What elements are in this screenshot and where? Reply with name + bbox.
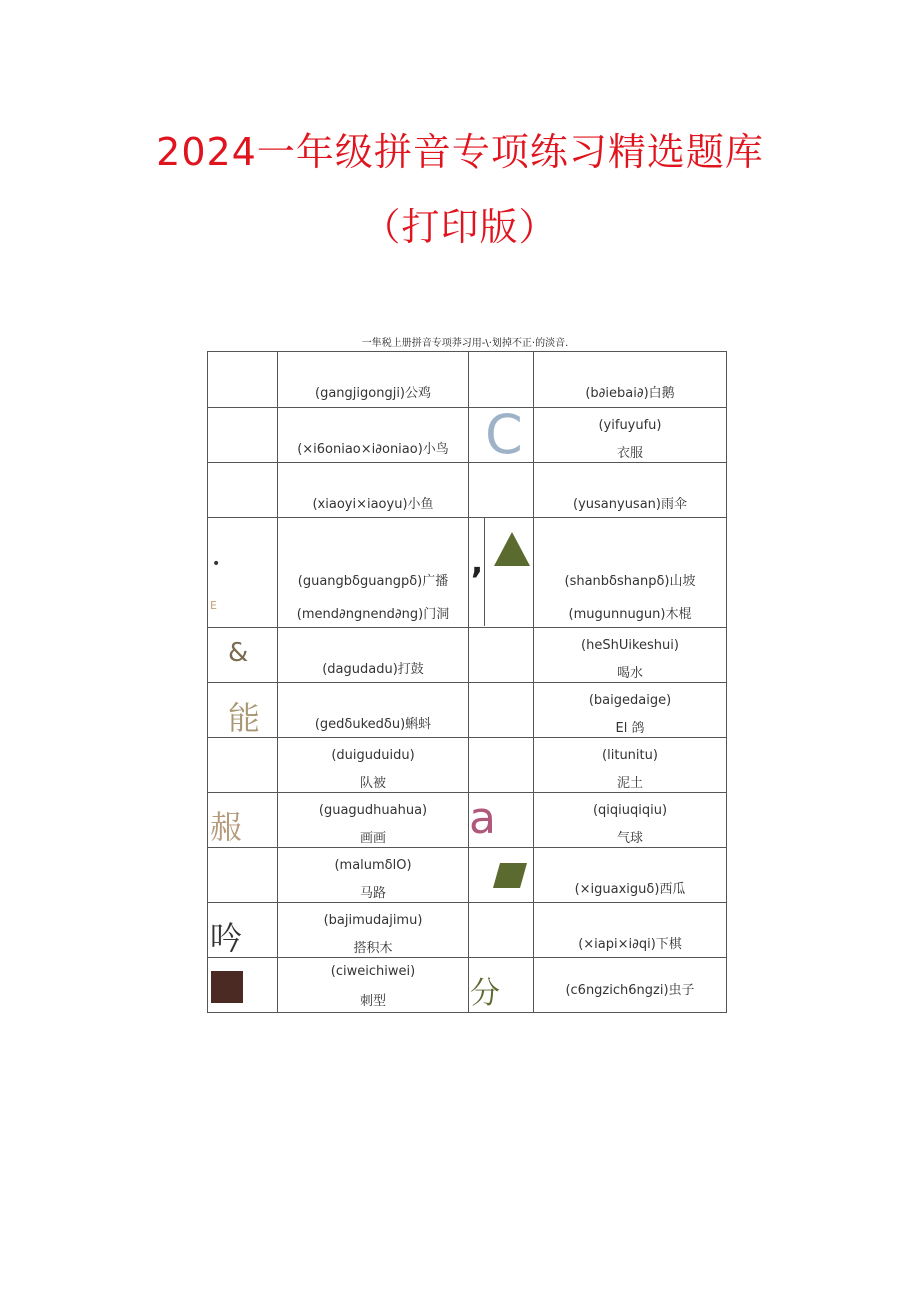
table-row	[208, 408, 727, 463]
pinyin-text: (yifuyufu)	[598, 418, 662, 433]
chinese-word: 画画	[359, 831, 386, 846]
image-cell	[469, 683, 534, 738]
pinyin-cell	[278, 958, 469, 1013]
chinese-word: 喝水	[616, 666, 643, 681]
pinyin-text: (duiguduidu)	[331, 748, 415, 763]
pinyin-cell	[534, 518, 727, 628]
pinyin-text: (litunitu)	[602, 748, 658, 763]
dot-glyph: •	[212, 556, 221, 572]
image-cell	[208, 463, 278, 518]
pinyin-text: (dagudadu)打鼓	[322, 662, 424, 677]
chinese-word: 队被	[359, 776, 386, 791]
pinyin-cell	[278, 408, 469, 463]
pinyin-text: (qiqiuqiqiu)	[592, 803, 668, 818]
brown-square-icon	[211, 971, 243, 1003]
nan-glyph: 赧	[210, 808, 243, 846]
green-parallelogram-icon	[492, 862, 528, 890]
pinyin-text: (shanbδshanpδ)山坡	[564, 574, 696, 589]
pinyin-cell	[534, 738, 727, 793]
pinyin-table	[207, 351, 727, 1013]
letter-e-glyph: E	[210, 599, 217, 612]
pinyin-cell	[278, 738, 469, 793]
pinyin-text: (gedδukedδu)蝌蚪	[314, 717, 432, 732]
pinyin-text: (baigedaige)	[588, 693, 672, 708]
image-cell	[208, 793, 278, 848]
image-cell	[208, 903, 278, 958]
pinyin-cell	[534, 958, 727, 1013]
table-row	[208, 903, 727, 958]
chinese-word: 气球	[616, 831, 643, 846]
pinyin-text: (c6ngzich6ngzi)虫子	[565, 983, 695, 998]
pinyin-text: (yusanyusan)雨伞	[573, 497, 687, 512]
image-cell	[469, 403, 534, 466]
pinyin-text: (b∂iebai∂)白鹅	[585, 386, 675, 401]
image-cell	[469, 793, 534, 848]
table-row	[208, 958, 727, 1013]
pinyin-text: (guangbδguangpδ)广播	[297, 574, 449, 589]
pinyin-text: (malumδlO)	[334, 858, 412, 873]
letter-c-glyph: C	[485, 403, 523, 466]
pinyin-text: (guagudhuahua)	[318, 803, 428, 818]
chinese-word: 搭积木	[353, 941, 393, 956]
pinyin-cell	[278, 903, 469, 958]
pinyin-text: (mend∂ngnend∂ng)门洞	[296, 607, 450, 622]
page-title: 2024一年级拼音专项练习精选题库	[156, 130, 764, 174]
yin-glyph: 吟	[210, 919, 243, 957]
image-cell	[469, 903, 534, 958]
pinyin-cell	[534, 683, 727, 738]
pinyin-cell	[278, 518, 469, 628]
letter-a-glyph: a	[469, 793, 496, 844]
chinese-word: 马路	[359, 886, 386, 901]
image-cell	[208, 738, 278, 793]
pinyin-cell	[278, 848, 469, 903]
image-cell	[469, 628, 534, 683]
image-cell	[469, 738, 534, 793]
pinyin-cell	[534, 848, 727, 903]
pinyin-text: (×i6oniao×i∂oniao)小鸟	[297, 442, 449, 457]
pinyin-cell	[534, 352, 727, 408]
table-row	[208, 628, 727, 683]
table-row	[208, 463, 727, 518]
pinyin-text: (ciweichiwei)	[330, 964, 416, 979]
table-row	[208, 518, 727, 628]
pinyin-cell	[278, 463, 469, 518]
pinyin-text: (×iapi×i∂qi)下棋	[578, 937, 682, 952]
image-cell	[469, 958, 534, 1013]
image-cell	[469, 848, 534, 903]
table-row	[208, 848, 727, 903]
image-cell	[469, 463, 534, 518]
pinyin-text: (bajimudajimu)	[323, 913, 423, 928]
table-row	[208, 683, 727, 738]
pinyin-text: (heShUikeshui)	[581, 638, 679, 653]
image-cell	[208, 958, 278, 1013]
image-cell	[208, 683, 278, 738]
chinese-word: 刺型	[359, 994, 386, 1009]
chinese-word: El 鸽	[615, 721, 645, 736]
page-subtitle: （打印版）	[362, 205, 558, 249]
image-cell	[208, 352, 278, 408]
image-cell	[469, 352, 534, 408]
pinyin-cell	[534, 793, 727, 848]
pinyin-cell	[534, 903, 727, 958]
ampersand-glyph: &	[228, 638, 249, 668]
chinese-word: 泥土	[616, 776, 643, 791]
pinyin-cell	[534, 408, 727, 463]
pinyin-text: (xiaoyi×iaoyu)小鱼	[312, 497, 434, 512]
table-row	[208, 738, 727, 793]
vertical-divider	[484, 518, 485, 626]
pinyin-cell	[278, 628, 469, 683]
pinyin-text: (×iguaxiguδ)西瓜	[574, 882, 686, 897]
pinyin-cell	[278, 793, 469, 848]
image-cell	[208, 628, 278, 683]
pinyin-cell	[534, 463, 727, 518]
table-row	[208, 793, 727, 848]
pinyin-text: (mugunnugun)木棍	[568, 607, 692, 622]
image-cell	[469, 518, 534, 628]
pinyin-cell	[278, 683, 469, 738]
chinese-word: 衣服	[616, 446, 643, 461]
pinyin-cell	[534, 628, 727, 683]
pinyin-text: (gangjigongji)公鸡	[315, 386, 431, 401]
table-row	[208, 352, 727, 408]
comma-glyph: ,	[471, 543, 484, 581]
green-triangle-icon	[492, 530, 532, 568]
image-cell	[208, 408, 278, 463]
instruction-caption: 一隼税上册拼音专项莽习用-\·划掉不正·的淡音.	[361, 338, 569, 349]
pinyin-cell	[278, 352, 469, 408]
fen-glyph: 分	[470, 976, 500, 1011]
neng-glyph: 能	[228, 699, 261, 737]
image-cell	[208, 848, 278, 903]
image-cell	[208, 518, 278, 628]
